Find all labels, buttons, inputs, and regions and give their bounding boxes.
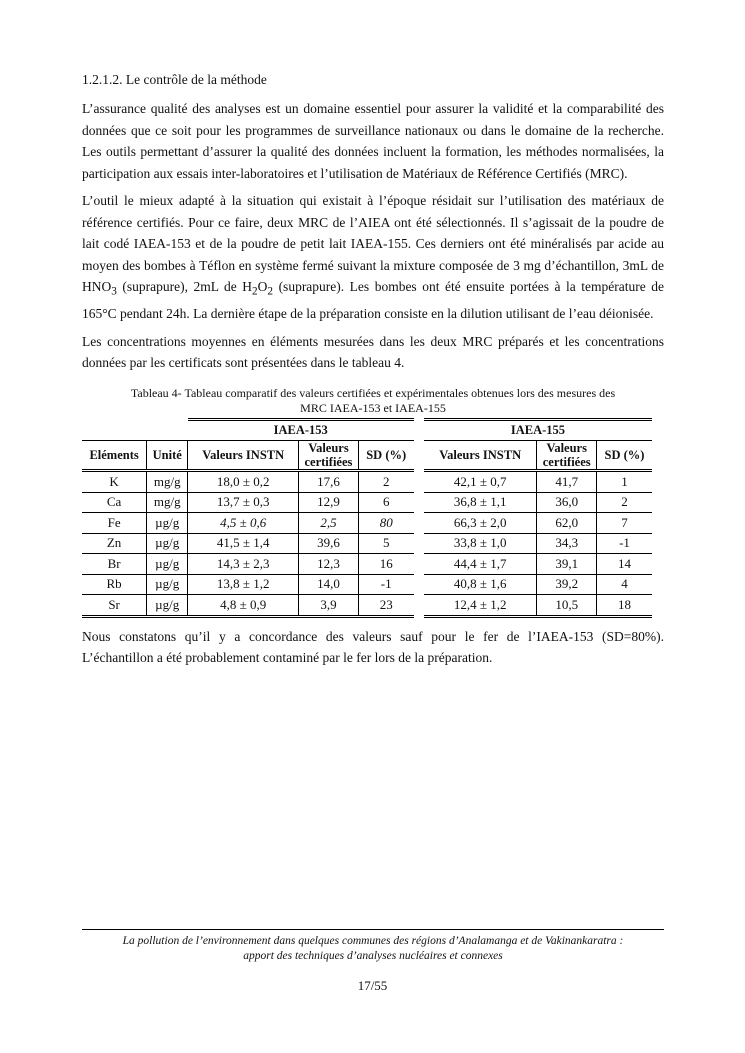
cell-certifiee-153: 17,6 [299,471,359,493]
page-content [82,68,664,675]
cell-certifiee-155: 36,0 [537,492,597,513]
column-gap [414,492,424,513]
header-instn-155: Valeurs INSTN [424,441,537,471]
cell-instn-155: 33,8 ± 1,0 [424,533,537,554]
cell-sd-153: 5 [358,533,413,554]
cell-element: Sr [82,595,147,617]
table-row [82,554,652,575]
cell-sd-155: 7 [596,513,652,534]
column-gap [414,513,424,534]
cell-certifiee-153: 39,6 [299,533,359,554]
cell-instn-153: 4,5 ± 0,6 [188,513,299,534]
column-gap [414,595,424,617]
header-elements: Eléments [82,441,147,471]
paragraph-reference-materials [82,190,664,325]
header-certifiees-153: Valeurs certifiées [299,441,359,471]
cell-unit: µg/g [147,595,188,617]
cell-instn-153: 13,7 ± 0,3 [188,492,299,513]
paragraph-text: L’outil le mieux adapté à la situation qui existait à l’époque résidait sur l’utilisation des matériaux de référence certifiés. Pour ce faire, deux MRC de l’AIEA ont été sélectionnés. Il s’agissait de la poudre de lait codé IAEA-153 et de la poudre de petit lait IAEA-155. Ces derniers ont été minéralisés par acide au moyen des bombes à Téflon en système fermé suivant la mixture composée de 3 mg d’échantillon, 3mL de HNO [82,193,664,294]
table-row [82,471,652,493]
cell-instn-155: 66,3 ± 2,0 [424,513,537,534]
cell-certifiee-153: 2,5 [299,513,359,534]
cell-instn-155: 42,1 ± 0,7 [424,471,537,493]
cell-unit: µg/g [147,513,188,534]
cell-certifiee-155: 41,7 [537,471,597,493]
cell-instn-155: 40,8 ± 1,6 [424,574,537,595]
cell-certifiee-155: 39,1 [537,554,597,575]
cell-sd-153: 16 [358,554,413,575]
cell-instn-153: 41,5 ± 1,4 [188,533,299,554]
cell-unit: mg/g [147,492,188,513]
cell-sd-155: 2 [596,492,652,513]
cell-element: Zn [82,533,147,554]
group-header-iaea-155: IAEA-155 [424,419,652,441]
page-number: 17/55 [357,978,388,993]
cell-element: Br [82,554,147,575]
cell-sd-153: 80 [358,513,413,534]
header-sd-155: SD (%) [596,441,652,471]
subscript: 2 [252,285,258,298]
cell-sd-155: -1 [596,533,652,554]
cell-unit: µg/g [147,574,188,595]
cell-unit: mg/g [147,471,188,493]
cell-unit: µg/g [147,533,188,554]
cell-unit: µg/g [147,554,188,575]
cell-instn-155: 36,8 ± 1,1 [424,492,537,513]
column-gap [414,471,424,493]
cell-certifiee-155: 34,3 [537,533,597,554]
cell-certifiee-153: 3,9 [299,595,359,617]
cell-element: Rb [82,574,147,595]
cell-sd-155: 14 [596,554,652,575]
table-caption [82,386,664,416]
header-instn-153: Valeurs INSTN [188,441,299,471]
header-certifiees-155: Valeurs certifiées [537,441,597,471]
paragraph-conclusion: Nous constatons qu’il y a concordance des valeurs sauf pour le fer de l’IAEA-153 (SD=80%). L’échantillon a été probablement contaminé par le fer lors de la préparation. [82,628,664,666]
table-caption-line: Tableau 4- Tableau comparatif des valeurs certifiées et expérimentales obtenues lors des mesures des [130,385,616,400]
footer-line: La pollution de l’environnement dans quelques communes des régions d’Analamanga et de Vakinankaratra : [122,935,624,947]
cell-instn-153: 13,8 ± 1,2 [188,574,299,595]
cell-certifiee-153: 14,0 [299,574,359,595]
column-gap [414,533,424,554]
table-row [82,595,652,617]
cell-instn-153: 18,0 ± 0,2 [188,471,299,493]
subscript: 2 [267,285,274,298]
cell-certifiee-155: 39,2 [537,574,597,595]
column-gap [414,441,424,471]
cell-element: K [82,471,147,493]
empty-cell [147,419,188,441]
paragraph-text: O [257,279,268,294]
cell-sd-155: 1 [596,471,652,493]
cell-sd-153: 6 [358,492,413,513]
table-row [82,574,652,595]
comparison-table [82,418,652,618]
cell-certifiee-153: 12,9 [299,492,359,513]
header-unite: Unité [147,441,188,471]
cell-certifiee-155: 10,5 [537,595,597,617]
paragraph-text: (suprapure). Les bombes ont été ensuite portées à la température de 165°C pendant 24h. La dernière étape de la préparation consiste en la dilution utilisant de l’eau déionisée. [82,279,664,322]
group-header-iaea-153: IAEA-153 [188,419,414,441]
column-gap [414,574,424,595]
cell-sd-153: 2 [358,471,413,493]
cell-instn-155: 12,4 ± 1,2 [424,595,537,617]
cell-element: Fe [82,513,147,534]
cell-instn-155: 44,4 ± 1,7 [424,554,537,575]
subscript: 3 [111,285,117,298]
table-row [82,492,652,513]
table-body [82,471,652,617]
cell-sd-153: -1 [358,574,413,595]
empty-cell [82,419,147,441]
cell-sd-153: 23 [358,595,413,617]
footer-line: apport des techniques d’analyses nucléaires et connexes [243,950,503,962]
table-row [82,513,652,534]
cell-element: Ca [82,492,147,513]
table-row [82,533,652,554]
section-heading: 1.2.1.2. Le contrôle de la méthode [82,72,267,87]
page-footer [82,929,664,964]
cell-sd-155: 4 [596,574,652,595]
table-caption-line: MRC IAEA-153 et IAEA-155 [300,400,446,415]
cell-certifiee-155: 62,0 [537,513,597,534]
header-sd-153: SD (%) [358,441,413,471]
cell-sd-155: 18 [596,595,652,617]
paragraph-concentrations: Les concentrations moyennes en éléments mesurées dans les deux MRC préparés et les concentrations données par les certificats sont présentées dans le tableau 4. [82,333,664,371]
cell-certifiee-153: 12,3 [299,554,359,575]
column-gap [414,419,424,441]
paragraph-text: (suprapure), 2mL de H [116,279,253,294]
column-gap [414,554,424,575]
cell-instn-153: 14,3 ± 2,3 [188,554,299,575]
cell-instn-153: 4,8 ± 0,9 [188,595,299,617]
paragraph-quality-assurance: L’assurance qualité des analyses est un domaine essentiel pour assurer la validité et la comparabilité des données que ce soit pour les programmes de surveillance nationaux ou dans le domaine de la recherche. Les outils permettant d’assurer la qualité des données incluent la formation, les méthodes normalisées, la participation aux essais inter-laboratoires et l’utilisation de Matériaux de Référence Certifiés (MRC). [82,101,664,181]
